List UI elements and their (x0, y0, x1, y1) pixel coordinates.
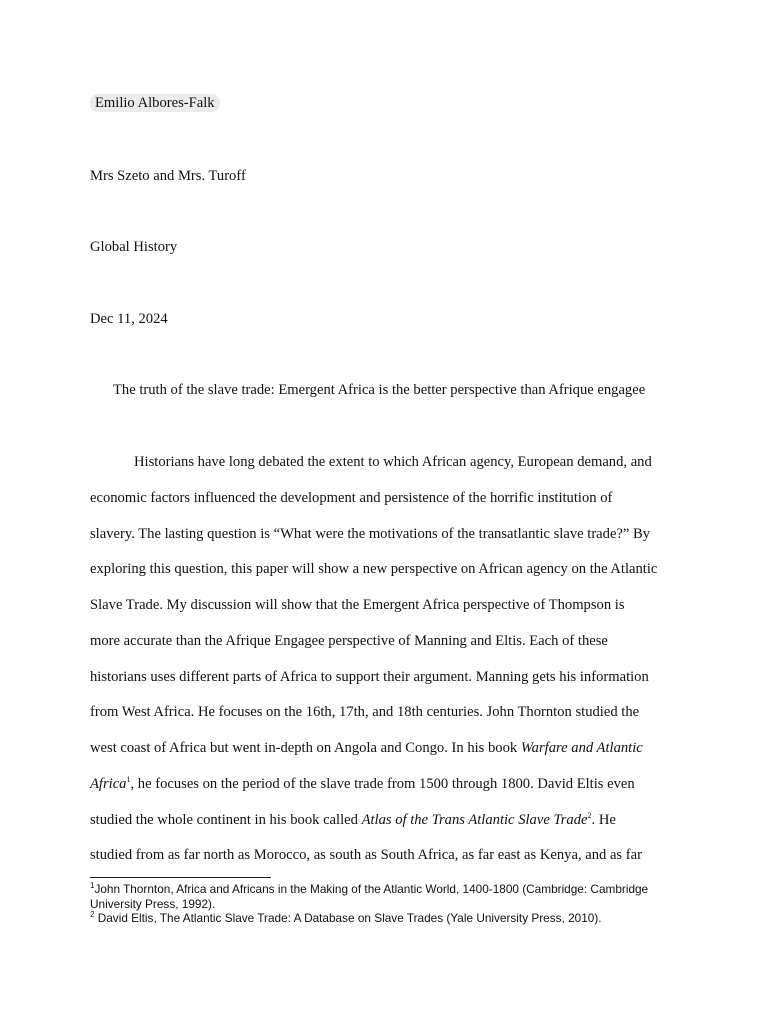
body-line-8: from West Africa. He focuses on the 16th, 17th, and 18th centuries. John Thornton studied the (90, 704, 640, 721)
footnote-ref-1[interactable]: 1 (126, 774, 131, 784)
footnote-2-text: David Eltis, The Atlantic Slave Trade: A Database on Slave Trades (Yale University Press, 2010). (94, 911, 602, 925)
footnote-2 (90, 911, 690, 926)
body-line-6: more accurate than the Afrique Engagee perspective of Manning and Eltis. Each of these (90, 632, 608, 649)
footnote-ref-2[interactable]: 2 (587, 810, 592, 820)
body-line-9-text: west coast of Africa but went in-depth on Angola and Congo. In his book (90, 740, 521, 756)
author-line (90, 94, 220, 112)
body-line-4: exploring this question, this paper will show a new perspective on African agency on the Atlantic (90, 561, 658, 578)
footnotes (90, 882, 690, 926)
body-line-2: economic factors influenced the development and persistence of the horrific institution of (90, 489, 613, 506)
footnote-2-mark: 2 (90, 910, 95, 920)
body-line-12: studied from as far north as Morocco, as south as South Africa, as far east as Kenya, and as far (90, 847, 642, 864)
author-name[interactable]: Emilio Albores-Falk (90, 94, 220, 112)
footnote-1 (90, 882, 690, 911)
body-line-3: slavery. The lasting question is “What were the motivations of the transatlantic slave trade?” By (90, 525, 651, 542)
date-line: Dec 11, 2024 (90, 311, 168, 327)
body-line-11-text: studied the whole continent in his book called (90, 811, 362, 828)
book-title-africa: Africa (90, 775, 127, 792)
essay-body (90, 452, 690, 881)
teachers-line: Mrs Szeto and Mrs. Turoff (90, 168, 246, 184)
body-line-5: Slave Trade. My discussion will show that the Emergent Africa perspective of Thompson is (90, 597, 625, 613)
course-line: Global History (90, 239, 178, 255)
footnote-1-text: John Thornton, Africa and Africans in the Making of the Atlantic World, 1400-1800 (Cambridge: Cambridge University Press, 1992). (90, 882, 649, 911)
book-title-atlas: Atlas of the Trans Atlantic Slave Trade (361, 811, 588, 828)
body-line-11 (90, 810, 690, 846)
footnote-1-mark: 1 (90, 881, 95, 891)
body-line-7: historians uses different parts of Africa to support their argument. Manning gets his information (90, 668, 649, 685)
body-line-9 (90, 738, 690, 774)
body-line-10-text: , he focuses on the period of the slave trade from 1500 through 1800. David Eltis even (130, 775, 635, 792)
essay-title: The truth of the slave trade: Emergent Africa is the better perspective than Afrique engagee (113, 382, 646, 398)
footnote-separator (90, 877, 271, 878)
book-title-warfare: Warfare and Atlantic (520, 740, 643, 756)
body-line-11-end: . He (591, 811, 616, 828)
body-line-1: Historians have long debated the extent to which African agency, European demand, and (134, 454, 652, 470)
body-line-10 (90, 774, 690, 810)
